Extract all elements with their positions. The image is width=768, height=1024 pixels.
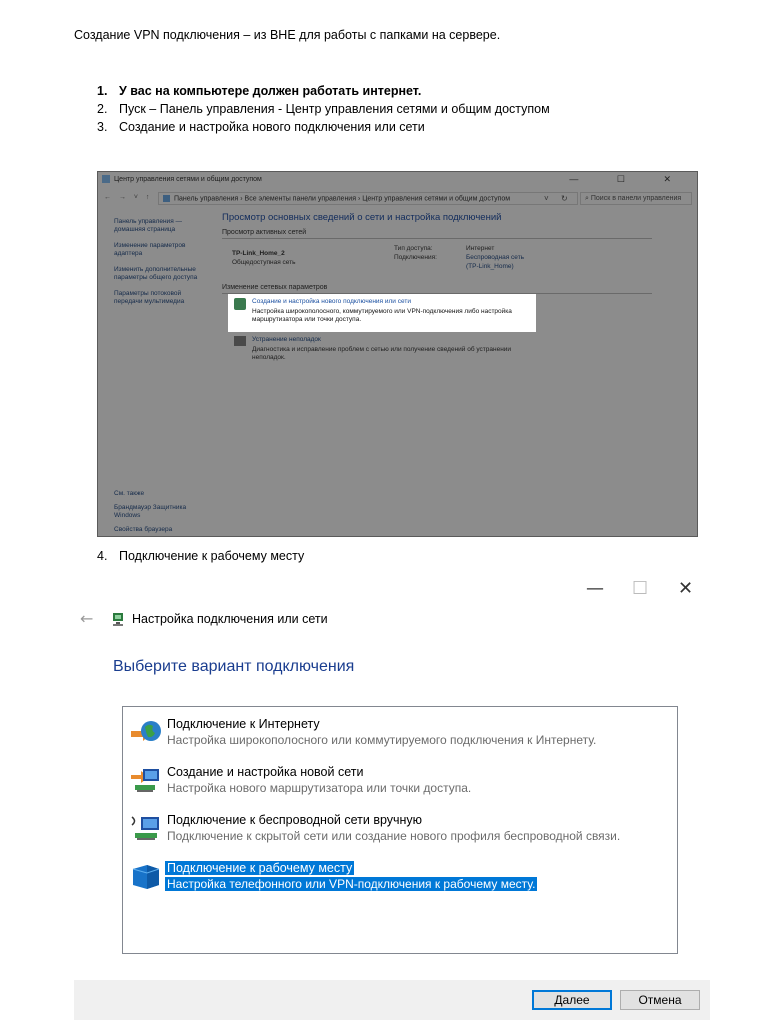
sidebar-link-adapter[interactable]: Изменение параметров адаптера (114, 242, 186, 257)
new-connection-icon (234, 298, 246, 310)
option-new-network[interactable] (129, 763, 569, 799)
sidebar-link-streaming[interactable]: Параметры потоковой передачи мультимедиа (114, 290, 185, 305)
option-desc: Настройка телефонного или VPN-подключения к рабочему месту. (167, 877, 536, 891)
search-placeholder: Поиск в панели управления (590, 195, 682, 202)
window-title: Центр управления сетями и общим доступом (114, 176, 262, 183)
network-setup-icon (110, 611, 126, 627)
next-label-accel: Д (554, 993, 563, 1007)
back-arrow-icon[interactable]: ← (80, 609, 94, 628)
control-panel-icon (163, 195, 170, 202)
sidebar-link-home[interactable]: Панель управления — домашняя страница (114, 218, 183, 233)
option-desc: Настройка нового маршрутизатора или точки доступа. (167, 781, 472, 795)
maximize-button[interactable]: ☐ (632, 578, 649, 599)
sidebar (114, 218, 206, 314)
option-title: Создание и настройка новой сети (167, 765, 364, 779)
active-networks-label: Просмотр активных сетей (222, 229, 307, 236)
wizard-footer (74, 980, 710, 1020)
address-path[interactable] (158, 192, 578, 205)
option-desc: Настройка широкополосного или коммутируемого подключения к Интернету. (167, 733, 597, 747)
address-bar (98, 190, 697, 208)
router-icon (129, 765, 163, 795)
divider (222, 238, 652, 239)
wizard-heading: Выберите вариант подключения (113, 658, 355, 675)
window-controls (580, 578, 700, 602)
access-type-label: Тип доступа: (394, 245, 433, 252)
connections-link[interactable]: Беспроводная сеть (TP-Link_Home) (466, 254, 525, 270)
step-text: Подключение к рабочему месту (119, 549, 305, 563)
new-connection-item[interactable] (228, 294, 536, 332)
option-workplace[interactable] (129, 859, 569, 895)
see-also (114, 490, 206, 537)
document-title: Создание VPN подключения – из ВНЕ для работы с папками на сервере. (74, 28, 501, 42)
globe-icon (129, 717, 163, 747)
cancel-button[interactable]: Отмена (620, 990, 700, 1010)
minimize-button[interactable]: — (586, 578, 604, 599)
sidebar-link-sharing[interactable]: Изменить дополнительные параметры общего доступа (114, 266, 198, 281)
change-settings-label: Изменение сетевых параметров (222, 284, 328, 291)
see-also-firewall[interactable]: Брандмауэр Защитника Windows (114, 504, 187, 519)
option-title: Подключение к беспроводной сети вручную (167, 813, 423, 827)
troubleshoot-desc: Диагностика и исправление проблем с сетью или получение сведений об устранении неполадок. (252, 346, 512, 361)
option-internet[interactable] (129, 715, 597, 751)
address-path-text: Панель управления › Все элементы панели управления › Центр управления сетями и общим доступом (174, 195, 511, 203)
chevron-down-icon[interactable]: ˅ (544, 194, 549, 203)
see-also-heading: См. также (114, 490, 145, 497)
steps-list (97, 82, 550, 136)
window-buttons[interactable]: — ☐ ✕ (569, 174, 689, 184)
workplace-icon (129, 861, 163, 891)
step-text: У вас на компьютере должен работать интернет. (119, 84, 422, 98)
next-button[interactable] (532, 990, 612, 1010)
step-item (97, 100, 550, 118)
step-number: 3. (97, 120, 108, 134)
network-info (232, 249, 296, 267)
network-name: TP-Link_Home_2 (232, 250, 285, 257)
see-also-browser[interactable]: Свойства браузера (114, 526, 173, 533)
troubleshoot-link[interactable]: Устранение неполадок (252, 336, 321, 343)
new-connection-link[interactable]: Создание и настройка нового подключения или сети (252, 298, 411, 305)
step-item (97, 82, 550, 100)
option-wireless-manual[interactable] (129, 811, 621, 847)
step-item (97, 549, 304, 563)
nav-buttons[interactable]: ← → ˅ ↑ (104, 194, 153, 201)
step-text: Пуск – Панель управления - Центр управления сетями и общим доступом (119, 102, 550, 116)
window-titlebar (98, 172, 697, 189)
close-button[interactable]: ✕ (678, 578, 694, 599)
option-title: Подключение к Интернету (167, 717, 320, 731)
option-title: Подключение к рабочему месту (167, 861, 353, 875)
step-number: 2. (97, 102, 108, 116)
connection-options-list (122, 706, 678, 954)
new-connection-desc: Настройка широкополосного, коммутируемого или VPN-подключения либо настройка маршрутизатора или точки доступа. (252, 308, 512, 323)
step-number: 1. (97, 84, 108, 98)
option-desc: Подключение к скрытой сети или создание нового профиля беспроводной связи. (167, 829, 621, 843)
connections-label: Подключения: (394, 254, 437, 261)
next-label-rest: алее (562, 993, 590, 1007)
network-access (394, 244, 536, 271)
search-input[interactable]: ⌕ Поиск в панели управления (580, 192, 692, 205)
troubleshoot-icon (234, 336, 246, 346)
wireless-icon (129, 813, 163, 843)
control-panel-screenshot (97, 171, 698, 537)
refresh-icon[interactable]: ↻ (561, 194, 568, 203)
network-center-icon (102, 175, 110, 183)
step-item (97, 118, 550, 136)
step-number: 4. (97, 549, 108, 563)
main-heading: Просмотр основных сведений о сети и настройка подключений (222, 212, 502, 223)
access-type-value: Интернет (466, 245, 495, 252)
network-type: Общедоступная сеть (232, 259, 296, 266)
step-text: Создание и настройка нового подключения или сети (119, 120, 425, 134)
wizard-title: Настройка подключения или сети (132, 612, 328, 626)
